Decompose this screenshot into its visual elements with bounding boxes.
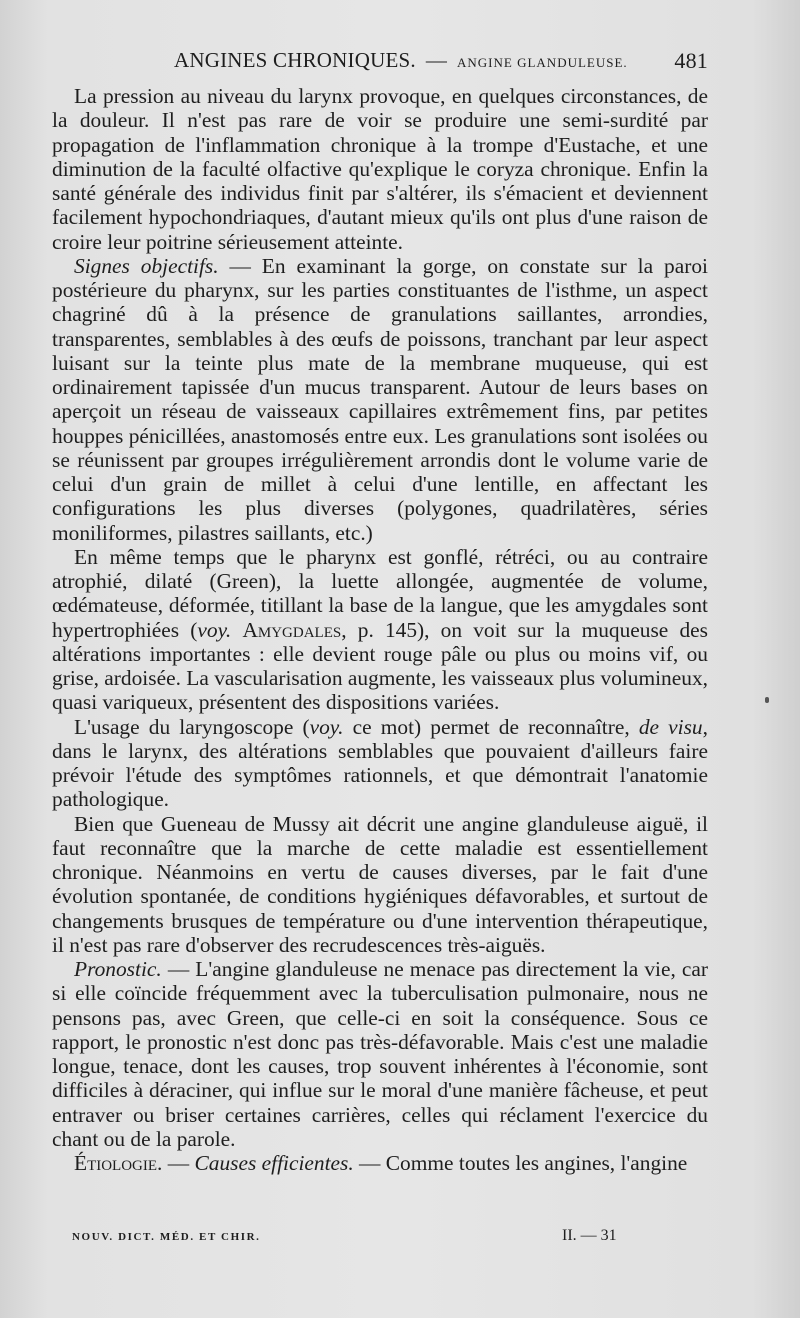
paragraph-prognosis-text: — L'angine glanduleuse ne menace pas directement la vie, car si elle coïncide fréquemment avec la tuberculisation pulmonaire, nous ne pensons pas, avec Green, que celle-ci en soit la conséquence. Sous ce rapport, le pronostic n'est donc pas très-défavorable. Mais c'est une maladie longue, tenace, dont les causes, trop souvent inhérentes à l'économie, sont difficiles à déraciner, qui influe sur le moral d'une manière fâcheuse, et peut entraver ou briser certaines carrières, celles qui réclament l'exercice du chant ou de la parole. [52, 957, 708, 1151]
body-text [52, 84, 708, 1175]
section-label-causes: Causes efficientes. [194, 1151, 354, 1175]
footer-signature-left: NOUV. DICT. MÉD. ET CHIR. [72, 1231, 261, 1243]
running-header [52, 46, 708, 76]
paragraph-laryngoscope-text-a: L'usage du laryngoscope ( [74, 714, 310, 739]
footer-signature-right: II. — 31 [562, 1227, 617, 1244]
voy-reference: voy. [197, 617, 232, 642]
ink-speck [765, 697, 769, 703]
paragraph-laryngoscope-text-b: ce mot) permet de reconnaître, [343, 714, 639, 739]
section-label-etiology: Étiologie. [74, 1151, 163, 1175]
cross-reference-amygdales: Amygdales [242, 617, 342, 642]
paragraph-etiology-text: — Comme toutes les angines, l'angine [353, 1151, 688, 1175]
paragraph-laryngoscope-text-c: , dans le larynx, des altérations semblables que pouvaient d'ailleurs faire prévoir l'étude des symptômes rationnels, et que démontrait l'anatomie pathologique. [52, 714, 708, 812]
header-dash: — [425, 48, 448, 72]
paragraph-objective-signs [52, 254, 708, 545]
running-title [174, 48, 628, 73]
page-footer [72, 1225, 672, 1249]
paragraph-objective-signs-text: — En examinant la gorge, on constate sur la paroi postérieure du pharynx, sur les parties constituantes de l'isthme, un aspect chagriné dû à la présence de granulations saillantes, arrondies, transparentes, semblables à des œufs de poissons, tranchant par leur aspect luisant sur la teinte plus mate de la membrane muqueuse, qui est ordinairement tapissée d'un mucus transparent. Autour de leurs bases on aperçoit un réseau de vaisseaux capillaires extrêmement fins, par petites houppes pénicillées, anastomosés entre eux. Les granulations sont isolées ou se réunissent par groupes irrégulièrement arrondis dont le volume varie de celui d'un grain de millet à celui d'une lentille, en affectant les configurations les plus diverses (polygones, quadrilatères, séries moniliformes, pilastres saillants, etc.) [52, 253, 708, 545]
paragraph-pharynx [52, 545, 708, 715]
header-subtitle: ANGINE GLANDULEUSE. [457, 55, 628, 70]
paragraph-prognosis [52, 957, 708, 1151]
section-label-objective-signs: Signes objectifs. [74, 253, 219, 278]
paragraph-pharynx-text-b: , p. 145), on voit sur la muqueuse des altérations importantes : elle devient rouge pâle ou plus ou moins vif, ou grise, ardoisée. La vascularisation augmente, les vaisseaux plus volumineux, quasi variqueux, présentent des dispositions variées. [52, 617, 708, 715]
paragraph-symptoms: La pression au niveau du larynx provoque, en quelques circonstances, de la douleur. Il n'est pas rare de voir se produire une semi-surdité par propagation de l'inflammation chronique à la trompe d'Eustache, et une diminution de la faculté olfactive qu'explique le coryza chronique. Enfin la santé générale des individus finit par s'altérer, ils s'émacient et deviennent facilement hypochondriaques, d'autant mieux qu'ils ont plus d'une raison de croire leur poitrine sérieusement atteinte. [52, 84, 708, 254]
paragraph-course: Bien que Gueneau de Mussy ait décrit une angine glanduleuse aiguë, il faut reconnaître que la marche de cette maladie est essentiellement chronique. Néanmoins en vertu de causes diverses, par le fait d'une évolution spontanée, de conditions hygiéniques défavorables, et surtout de changements brusques de température ou d'une intervention thérapeutique, il n'est pas rare d'observer des recrudescences très-aiguës. [52, 811, 708, 957]
voy-reference: voy. [309, 714, 344, 739]
page-number: 481 [674, 48, 708, 73]
paragraph-etiology [52, 1151, 708, 1175]
paragraph-pharynx-text-a: En même temps que le pharynx est gonflé, rétréci, ou au contraire atrophié, dilaté (Green), la luette allongée, augmentée de volume, œdémateuse, déformée, titillant la base de la langue, que les amygdales sont hypertrophiées ( [52, 544, 708, 642]
paragraph-laryngoscope [52, 715, 708, 812]
etiology-dash: — [162, 1151, 195, 1175]
de-visu-phrase: de visu [638, 714, 703, 739]
header-title: ANGINES CHRONIQUES. [174, 48, 416, 72]
section-label-prognosis: Pronostic. [74, 957, 162, 981]
